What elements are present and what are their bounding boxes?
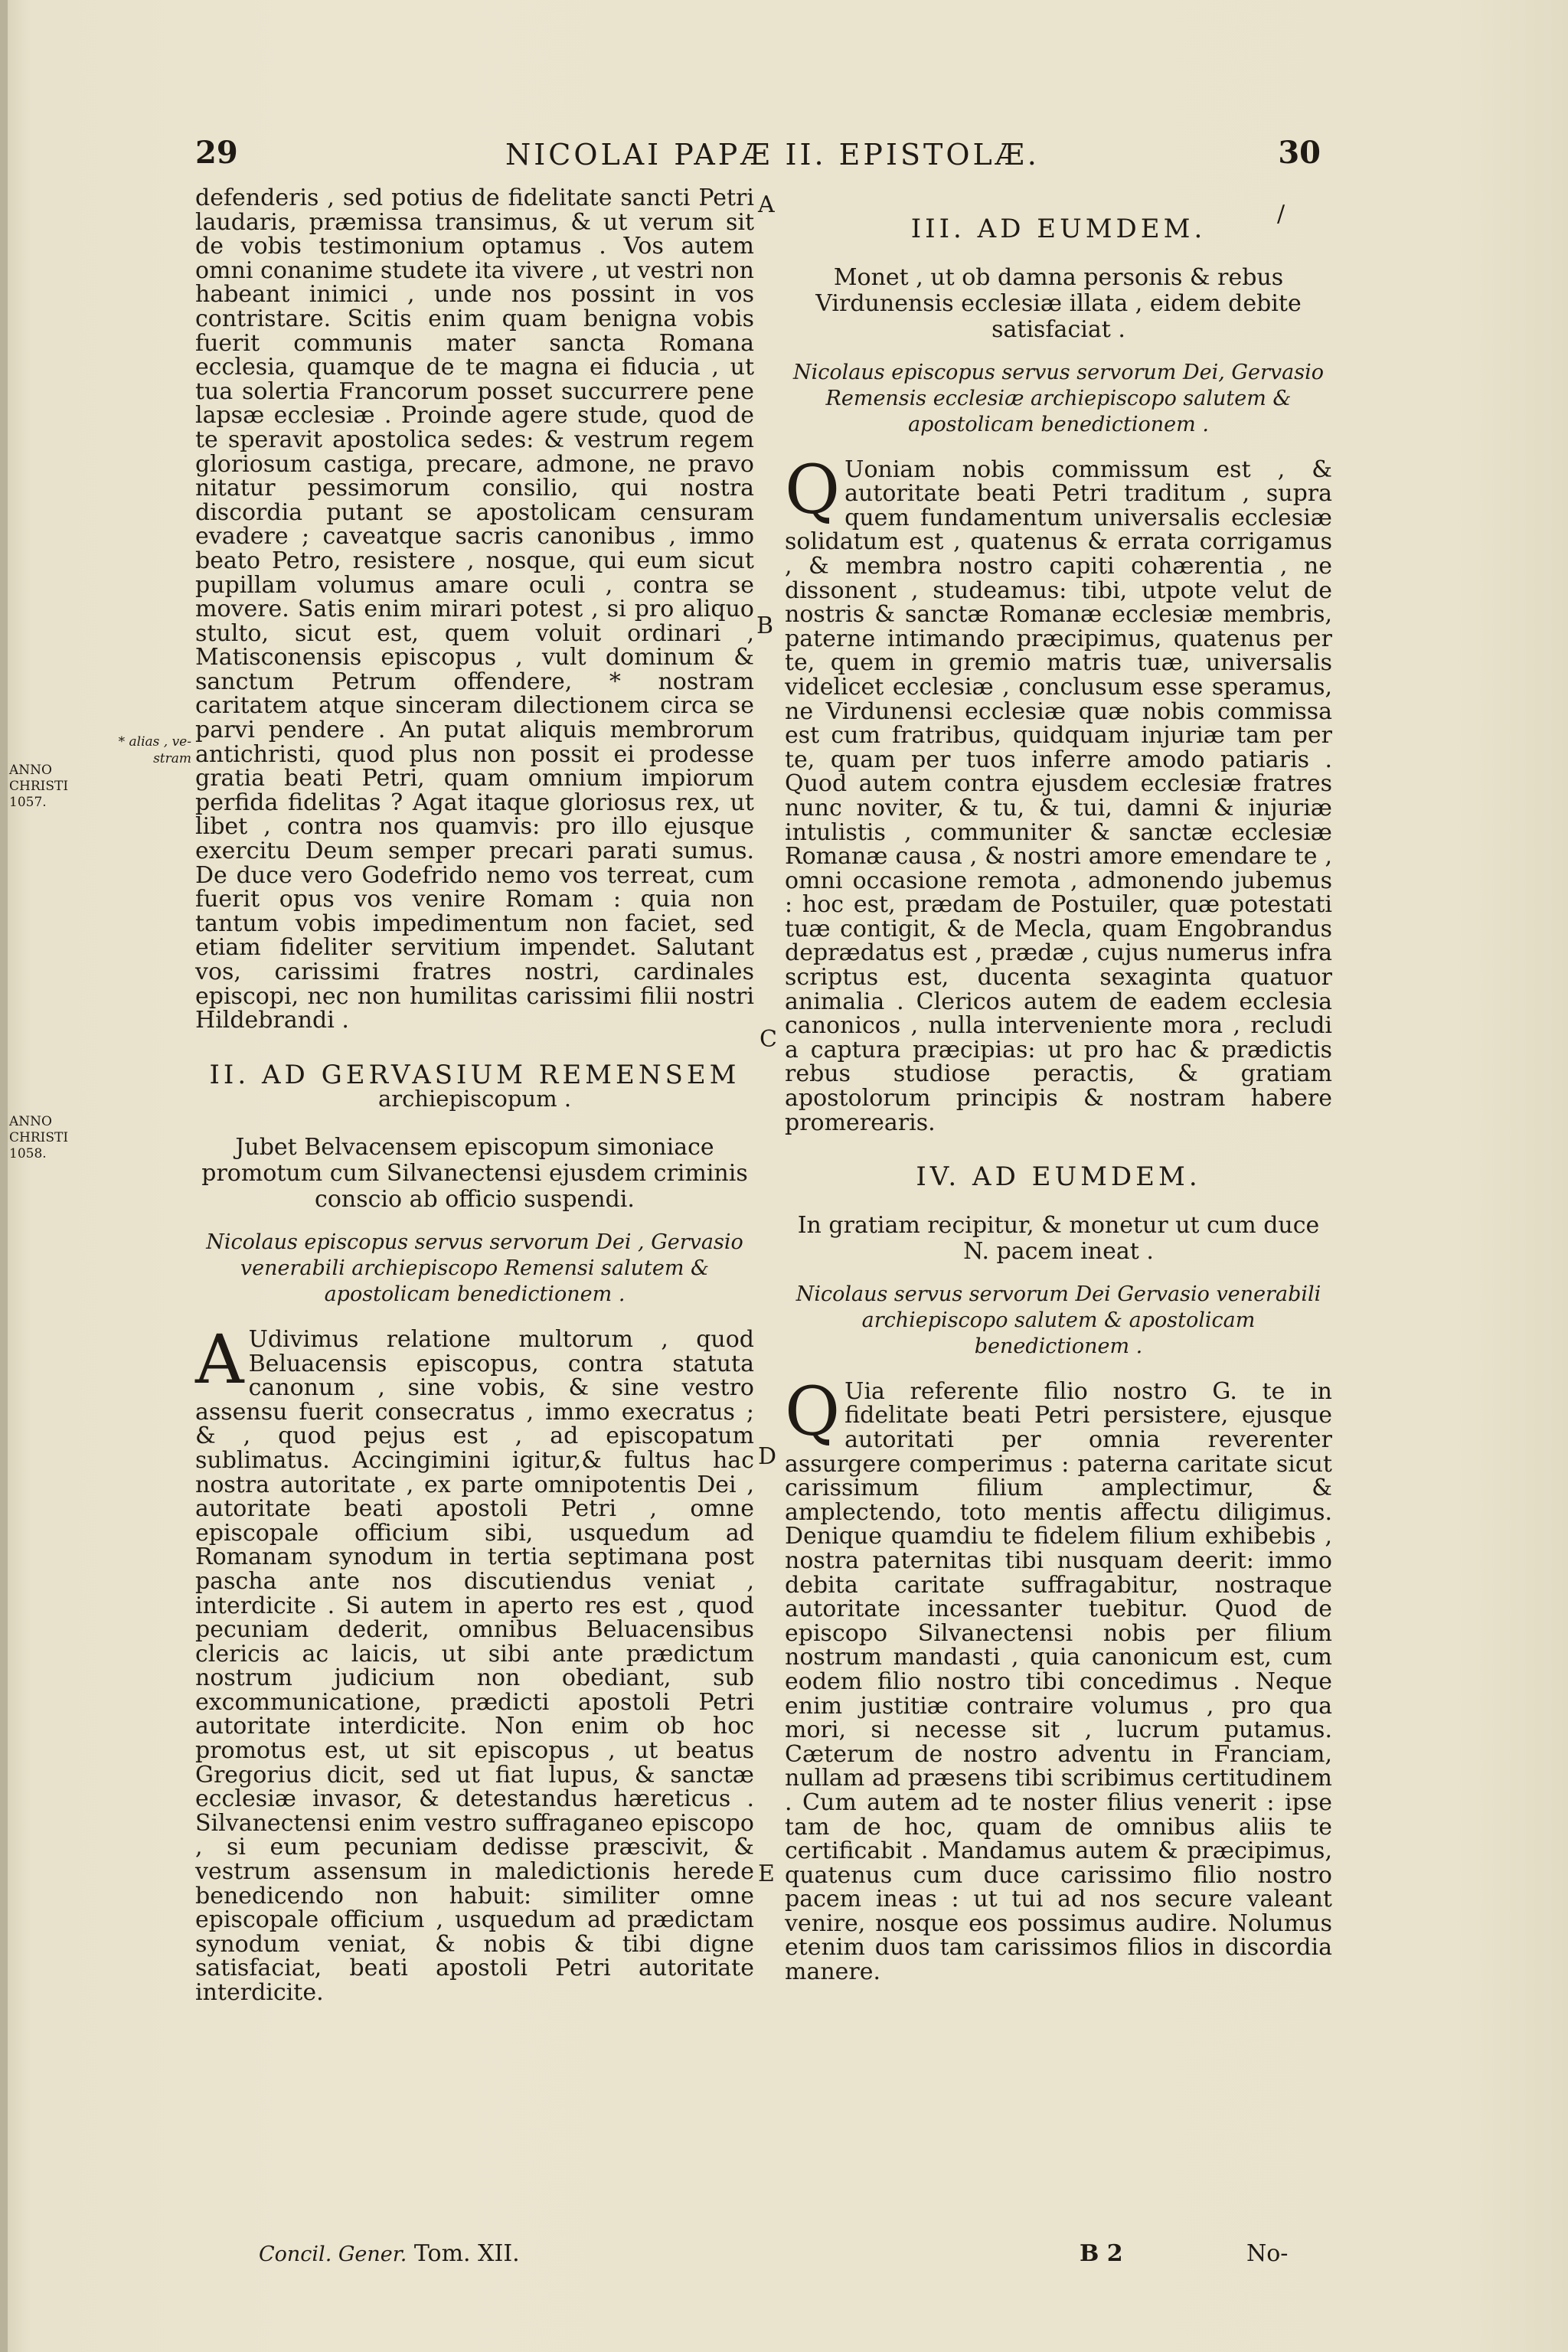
anno-line: CHRISTI [9,779,69,794]
letter-4-body [785,1371,1332,1986]
footer-volume-title: Concil. Gener. [259,2243,407,2266]
section-marker-e: E [758,1860,775,1887]
marginal-note-line: stram [153,751,191,766]
letter-4-summary: In gratiam recipitur, & monetur ut cum duce N. pacem ineat . [797,1211,1320,1265]
anno-line: CHRISTI [9,1130,69,1145]
catchword: No- [1246,2240,1289,2267]
letter-4-dropcap: Q [785,1371,841,1451]
letter-2-body-text: Udivimus relatione multorum , quod Beluacensis episcopus, contra statuta canonum , sine vobis, & sine vestro assensu fuerit consecratus , immo execratus ; & , quod pejus est , ad episcopatum sublimatus. Accingimini igitur,& fultus hac nostra autoritate , ex parte omnipotentis Dei , autoritate beati apostoli Petri , omne episcopale officium sibi, usquedum ad Romanam synodum in tertia septimana post pascha ante nos discutiendus veniat , interdicite . Si autem in aperto res est , quod pecuniam dederit, omnibus Beluacensibus clericis ac laicis, ut sibi ante prædictum nostrum judicium non obediant, sub excommunicatione, prædicti apostoli Petri autoritate interdicite. Non enim ob hoc promotus est, ut sit episcopus , ut beatus Gregorius dicit, sed ut fiat lupus, & sanctæ ecclesiæ invasor, & detestandus hæreticus . Silvanectensi enim vestro suffraganeo episcopo , si eum pecuniam dedisse præscivit, & vestrum assensum in maledictionis herede benedicendo non habuit: similiter omne episcopale officium , usquedum ad prædictam synodum veniat, & nobis & tibi digne satisfaciat, beati apostoli Petri autoritate interdicite. [195,1325,754,2006]
left-column [195,186,754,2005]
ink-mark: / [1277,201,1285,227]
letter-3-salutation: Nicolaus episcopus servus servorum Dei, Gervasio Remensis ecclesiæ archiepiscopo salutem & apostolicam benedictionem . [793,360,1324,436]
letter-3-heading: III. AD EUMDEM. [910,214,1207,244]
letter-4-body-text: Uia referente filio nostro G. te in fidelitate beati Petri persistere, ejusque autoritati per omnia reverenter assurgere comperimus : paterna caritate sicut carissimum filium amplectimur, & amplectendo, toto mentis affectu diligimus. Denique quamdiu te fidelem filium exhibebis , nostra paternitas tibi nusquam deerit: immo debita caritate suffragabitur, nostraque autoritate incessanter tuebitur. Quod de episcopo Silvanectensi nobis per filium nostrum mandasti , quia canonicum est, cum eodem filio nostro tibi concedimus . Neque enim justitiæ contraire volumus , pro qua mori, si necesse sit , lucrum putamus. Cæterum de nostro adventu in Franciam, nullam ad præsens tibi scribimus certitudinem . Cum autem ad te noster filius venerit : ipse tam de hoc, quam de omnibus aliis te certificabit . Mandamus autem & præcipimus, quatenus cum duce carissimo filio nostro pacem ineas : ut tui ad nos secure valeant venire, nosque eos possimus audire. Nolumus etenim duos tam carissimos filios in discordia manere. [785,1377,1332,1986]
section-marker-a: A [758,191,775,218]
anno-line: 1058. [9,1146,47,1161]
running-header [195,135,1321,188]
letter-4-salutation: Nicolaus servus servorum Dei Gervasio venerabili archiepiscopo salutem & apostolicam benedictionem . [795,1282,1321,1358]
section-marker-c: C [760,1026,777,1053]
letter-3-dropcap: Q [785,449,841,529]
footer-volume [259,2240,520,2267]
book-spine-edge [0,0,8,2352]
running-title: NICOLAI PAPÆ II. EPISTOLÆ. [505,138,1040,172]
page-number-right: 30 [1278,135,1321,171]
letter-2-body [195,1319,754,2006]
footer-volume-number: Tom. XII. [413,2240,520,2267]
anno-christi-note [9,1114,68,1162]
letter-4-heading: IV. AD EUMDEM. [916,1161,1201,1193]
section-marker-b: B [756,612,774,639]
anno-line: 1057. [9,795,47,810]
letter-2-subheading: archiepiscopum . [377,1086,572,1112]
anno-line: ANNO [9,1114,52,1129]
letter-2-summary: Jubet Belvacensem episcopum simoniace promotum cum Silvanectensi ejusdem criminis conscio ab officio suspendi. [201,1133,748,1213]
letter-3-body-text: Uoniam nobis commissum est , & autoritate beati Petri traditum , supra quem fundamentum universalis ecclesiæ solidatum est , quatenus & errata corrigamus , & membra nostro capiti cohærentia , ne dissonent , studeamus: tibi, utpote velut de nostris & sanctæ Romanæ ecclesiæ membris, paterne intimando præcipimus, quatenus per te, quem in gremio matris tuæ, universalis videlicet ecclesiæ , conclusum esse speramus, ne Virdunensi ecclesiæ quæ nobis commissa est cum fratribus, quidquam injuriæ tam per te, quam per tuos inferre amodo patiaris . Quod autem contra ejusdem ecclesiæ fratres nunc noviter, & tu, & tui, damni & injuriæ intulistis , communiter & sanctæ ecclesiæ Romanæ causa , & nostri amore emendare te , omni occasione remota , admonendo jubemus : hoc est, prædam de Postuiler, quæ potestati tuæ contigit, & de Mecla, quam Engobrandus deprædatus est , prædæ , cujus numerus infra scriptus est, ducenta sexaginta quatuor animalia . Clericos autem de eadem ecclesia canonicos , nulla interveniente mora , recludi a captura præcipias: ut pro hac & prædictis rebus studiose peractis, & gratiam apostolorum principis & nostram habere promerearis. [785,456,1332,1136]
letter-2-salutation: Nicolaus episcopus servus servorum Dei , Gervasio venerabili archiepiscopo Remensi salutem & apostolicam benedictionem . [206,1230,743,1306]
marginal-variant-note [77,733,191,767]
letter-2-dropcap: A [195,1319,244,1399]
anno-christi-note [9,763,68,811]
anno-line: ANNO [9,763,52,778]
letter-3-summary: Monet , ut ob damna personis & rebus Virdunensis ecclesiæ illata , eidem debite satisfaciat . [815,263,1302,343]
marginal-note-line: * alias , ve- [118,734,191,750]
page-number-left: 29 [195,135,238,171]
left-paragraph-continued: defenderis , sed potius de fidelitate sancti Petri laudaris, præmissa transimus, & ut verum sit de vobis testimonium optamus . Vos autem omni conanime studete ita vivere , ut vestri non habeant inimici , unde nos possint in vos contristare. Scitis enim quam benigna vobis fuerit communis mater sancta Romana ecclesia, quamque de te magna ei fiducia , ut tua solertia Francorum posset succurrere pene lapsæ ecclesiæ . Proinde agere stude, quod de te speravit apostolica sedes: & vestrum regem gloriosum castiga, precare, admone, ne pravo nitatur pessimorum consilio, qui nostra discordia putant se apostolicam censuram evadere ; caveatque sacris canonibus , immo beato Petro, resistere , nosque, qui eum sicut pupillam volumus amare oculi , contra se movere. Satis enim mirari potest , si pro aliquo stulto, sicut est, quem voluit ordinari , Matisconensis episcopus , vult dominum & sanctum Petrum offendere, * nostram caritatem atque sinceram dilectionem circa se parvi pendere . An putat aliquis membrorum antichristi, quod plus non possit ei prodesse gratia beati Petri, quam omnium impiorum perfida fidelitas ? Agat itaque gloriosus rex, ut libet , contra nos quamvis: pro illo ejusque exercitu Deum semper precari parati sumus. De duce vero Godefrido nemo vos terreat, cum fuerit opus vos venire Romam : quia non tantum vobis impedimentum non faciet, sed etiam fideliter servitium impendet. Salutant vos, carissimi fratres nostri, cardinales episcopi, nec non humilitas carissimi filii nostri Hildebrandi . [195,185,754,1034]
letter-3-body [785,449,1332,1136]
right-column [785,214,1332,1986]
signature-mark: B 2 [1080,2240,1123,2267]
letter-2-heading: II. AD GERVASIUM REMENSEM [209,1059,740,1090]
section-marker-d: D [758,1443,777,1470]
